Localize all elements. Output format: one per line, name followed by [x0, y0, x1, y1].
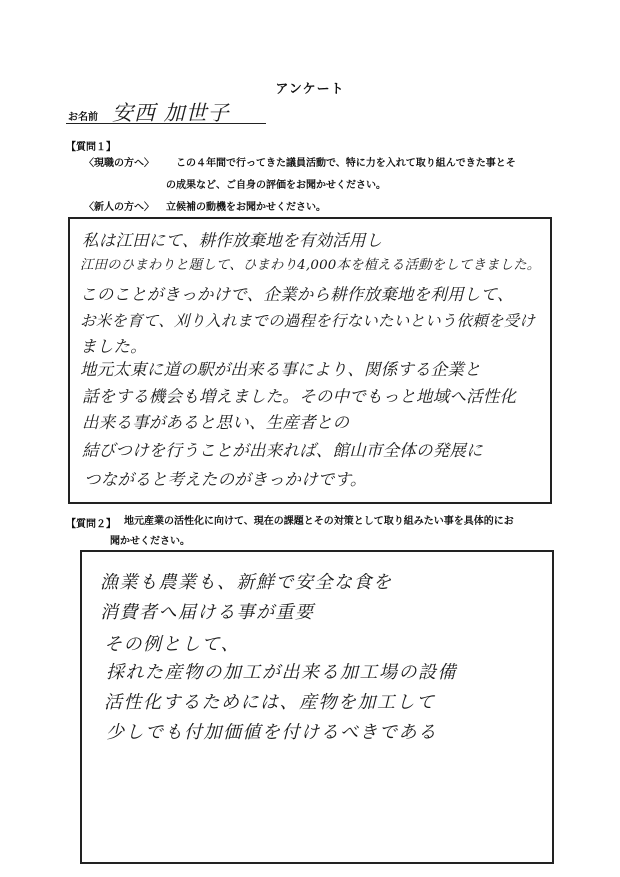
- name-handwritten: 安西 加世子: [112, 101, 230, 125]
- q1-answer-line: 話をする機会も増えました。その中でもっと地域へ活性化: [82, 387, 517, 406]
- q1-answer-box: [68, 217, 552, 504]
- q2-answer-line: 少しでも付加価値を付けるべきである: [106, 722, 438, 743]
- q1-incumbent-label: 〈現職の方へ〉: [84, 158, 154, 169]
- q2-answer-line: 漁業も農業も、新鮮で安全な食を: [100, 572, 393, 593]
- q2-text-2: 聞かせください。: [110, 536, 190, 547]
- q1-newcomer-text: 立候補の動機をお聞かせください。: [166, 202, 326, 213]
- name-label: お名前: [68, 112, 98, 123]
- q2-answer-line: その例として、: [104, 634, 241, 655]
- name-underline: [66, 123, 266, 124]
- page-title: アンケート: [275, 82, 345, 97]
- q1-answer-line: ました。: [80, 337, 147, 356]
- q2-heading: 【質問２】: [66, 519, 116, 530]
- q1-answer-line: 結びつけを行うことが出来れば、館山市全体の発展に: [82, 441, 483, 460]
- q1-answer-line: 出来る事があると思い、生産者との: [82, 413, 350, 432]
- q2-text-1: 地元産業の活性化に向けて、現在の課題とその対策として取り組みたい事を具体的にお: [124, 516, 514, 527]
- q2-answer-line: 消費者へ届ける事が重要: [100, 602, 315, 623]
- q1-answer-line: 私は江田にて、耕作放棄地を有効活用し: [82, 231, 383, 250]
- q1-answer-line: 地元太東に道の駅が出来る事により、関係する企業と: [80, 360, 481, 379]
- q2-answer-line: 活性化するためには、産物を加工して: [104, 692, 436, 713]
- q2-answer-box: [80, 550, 554, 864]
- q1-incumbent-text-2: の成果など、ご自身の評価をお聞かせください。: [166, 180, 386, 191]
- q1-answer-line: つながると考えたのがきっかけです。: [84, 470, 367, 489]
- q1-incumbent-text-1: この４年間で行ってきた議員活動で、特に力を入れて取り組んできた事とそ: [176, 158, 516, 169]
- q2-answer-line: 採れた産物の加工が出来る加工場の設備: [106, 662, 457, 683]
- q1-answer-line: 江田のひまわりと題して、ひまわり4,000本を植える活動をしてきました。: [80, 258, 541, 273]
- q1-newcomer-label: 〈新人の方へ〉: [84, 202, 154, 213]
- q1-answer-line: このことがきっかけで、企業から耕作放棄地を利用して、: [80, 285, 514, 304]
- q1-heading: 【質問１】: [66, 142, 116, 153]
- q1-answer-line: お米を育て、刈り入れまでの過程を行ないたいという依頼を受け: [80, 312, 535, 330]
